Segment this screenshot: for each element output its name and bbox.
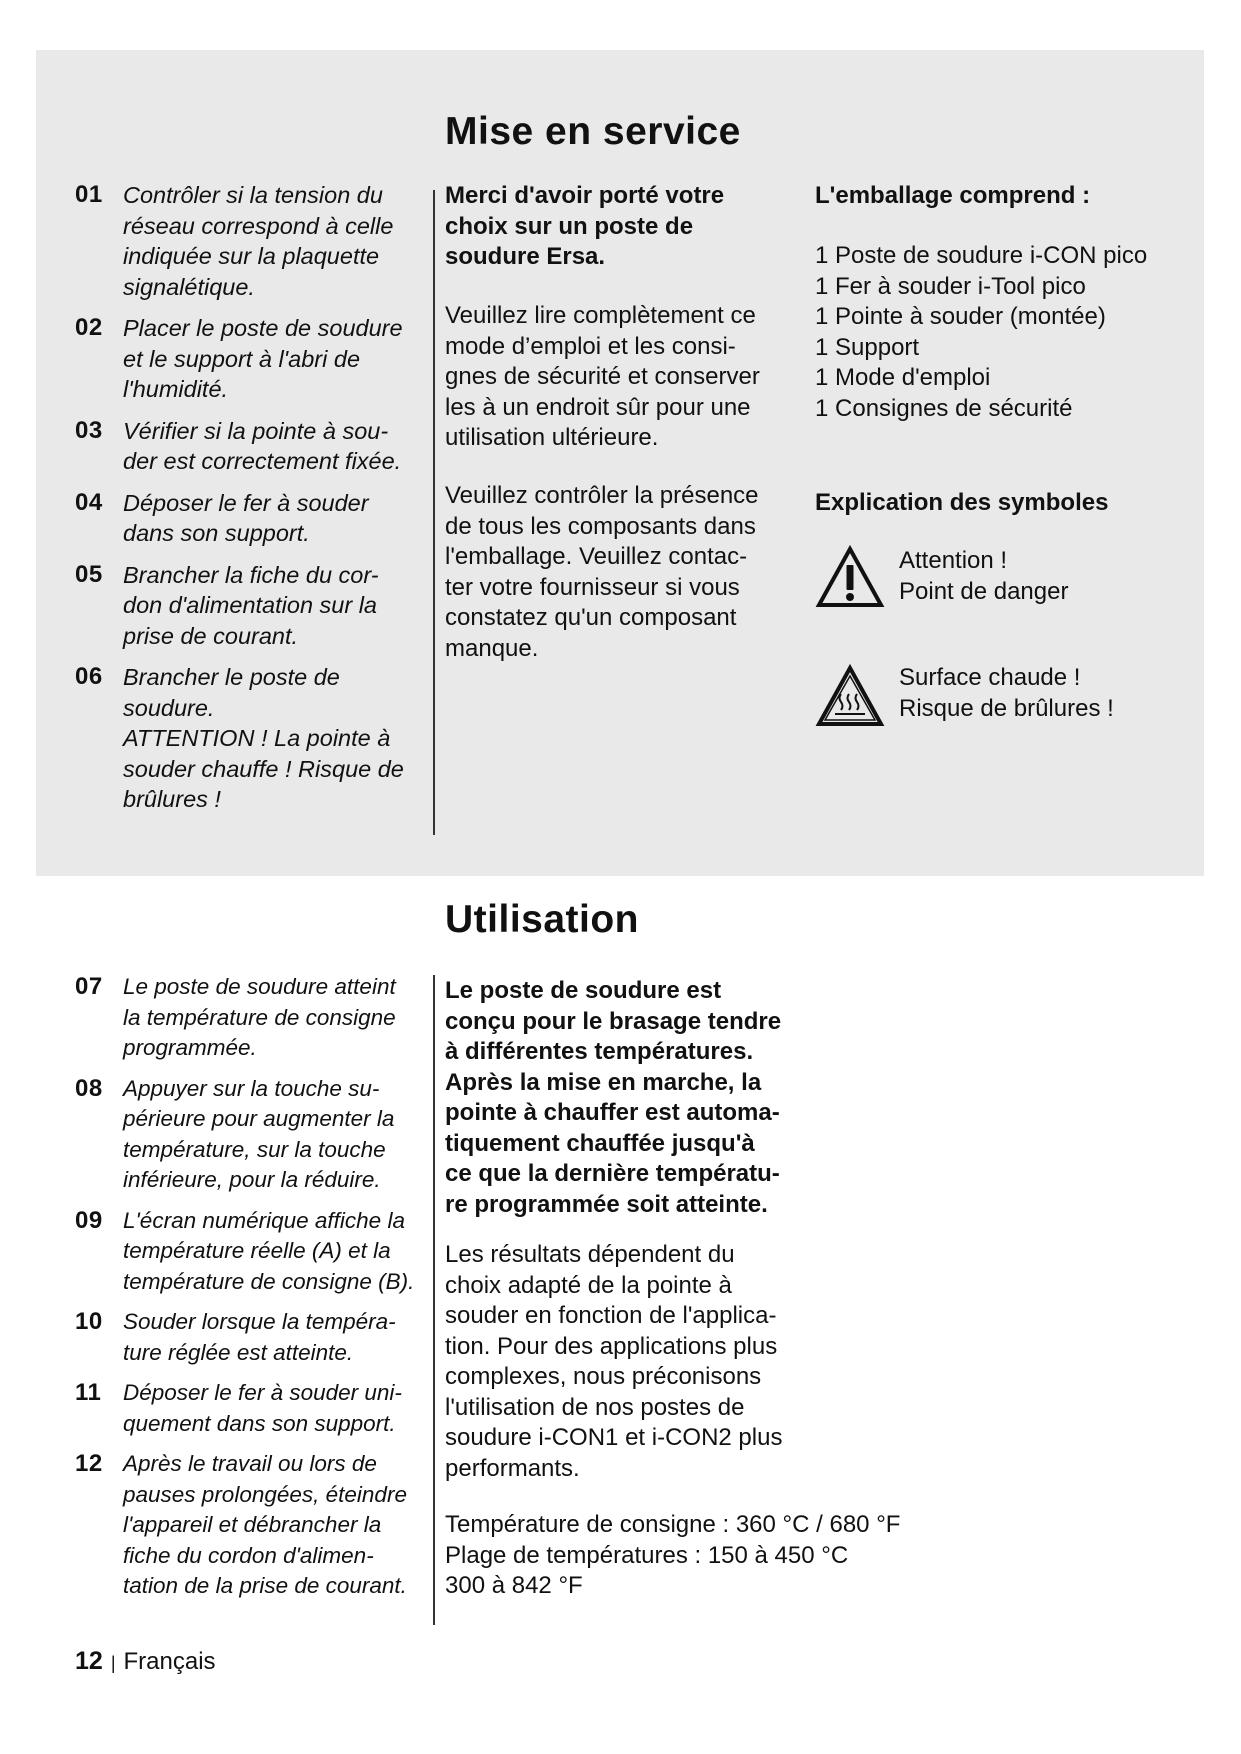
footer-separator: | [110, 1653, 116, 1673]
packaging-item: 1 Consignes de sécurité [815, 394, 1073, 422]
paragraph-read-manual: Veuillez lire complètement ce mode d’emploi et les consi- gnes de sécurité et conserver les à un endroit sûr pour une utilisation ultérieure. [445, 302, 760, 451]
step-number: 09 [75, 1206, 103, 1234]
step-text: Brancher le poste de soudure. ATTENTION ! La pointe à souder chauffe ! Risque de brûlures ! [123, 664, 404, 812]
page-footer [75, 1647, 216, 1676]
step-text: Souder lorsque la tempéra- ture réglée est atteinte. [123, 1309, 396, 1365]
symbol-description: Point de danger [899, 578, 1069, 605]
intro-usage: Le poste de soudure est conçu pour le brasage tendre à différentes températures. Après la mise en marche, la pointe à chauffer est automa- tiquement chauffée jusqu'à ce que la dernière températu- re programmée soit atteinte. [445, 977, 782, 1218]
page-number: 12 [75, 1647, 103, 1675]
step-item [75, 1449, 425, 1602]
step-number: 12 [75, 1450, 103, 1477]
column-divider [433, 975, 435, 1625]
step-text: Déposer le fer à souder dans son support. [123, 489, 369, 546]
step-text: Brancher la fiche du cor- don d'alimentation sur la prise de courant. [123, 561, 379, 649]
step-text: L'écran numérique affiche la température réelle (A) et la température de consigne (B). [123, 1207, 415, 1294]
section-title-mise-en-service: Mise en service [445, 110, 741, 153]
packaging-item: 1 Mode d'emploi [815, 364, 991, 391]
step-text: Le poste de soudure atteint la température de consigne programmée. [123, 974, 396, 1060]
step-number: 03 [75, 416, 103, 444]
spec-setpoint: Température de consigne : 360 °C / 680 °F [445, 1511, 901, 1538]
step-text: Appuyer sur la touche su- périeure pour augmenter la température, sur la touche inférieure, pour la réduire. [123, 1075, 395, 1192]
paragraph-results: Les résultats dépendent du choix adapté de la pointe à souder en fonction de l'applica- tion. Pour des applications plus complexes, nous préconisons l'utilisation de nos postes de soudure i-CON1 et i-CON2 plus performants. [445, 1241, 783, 1482]
hot-surface-icon [815, 664, 885, 728]
intro-thanks: Merci d'avoir porté votre choix sur un poste de soudure Ersa. [445, 182, 725, 270]
step-item [75, 1206, 425, 1298]
step-text: Après le travail ou lors de pauses prolongées, éteindre l'appareil et débrancher la fiche du cordon d'alimen- tation de la prise de courant. [123, 1451, 407, 1598]
step-item [75, 560, 425, 652]
footer-language: Français [123, 1648, 216, 1675]
step-item [75, 488, 425, 549]
step-number: 04 [75, 488, 103, 516]
symbols-title: Explication des symboles [815, 489, 1109, 516]
symbol-label: Surface chaude ! [899, 664, 1081, 691]
step-number: 05 [75, 560, 103, 588]
step-text: Placer le poste de soudure et le support à l'abri de l'humidité. [123, 315, 403, 402]
step-item [75, 180, 425, 302]
step-item [75, 313, 425, 405]
step-item [75, 416, 425, 477]
step-item [75, 662, 425, 815]
step-number: 06 [75, 663, 103, 690]
packaging-list [815, 241, 1147, 424]
symbol-hot-surface-text [899, 662, 1114, 724]
packaging-item: 1 Support [815, 333, 920, 361]
step-text: Vérifier si la pointe à sou- der est correctement fixée. [123, 417, 402, 474]
symbol-description: Risque de brûlures ! [899, 695, 1114, 722]
packaging-item: 1 Poste de soudure i-CON pico [815, 242, 1148, 269]
symbol-hot-surface [815, 664, 1114, 728]
spec-range-fahrenheit: 300 à 842 °F [445, 1572, 583, 1599]
step-text: Contrôler si la tension du réseau correspond à celle indiquée sur la plaquette signalétique. [123, 182, 394, 300]
mise-en-service-steps [75, 180, 425, 815]
step-number: 07 [75, 973, 103, 1000]
step-number: 08 [75, 1074, 103, 1102]
step-number: 11 [75, 1379, 102, 1406]
step-item [75, 972, 425, 1064]
step-item [75, 1378, 425, 1439]
utilisation-steps [75, 972, 425, 1602]
spec-range: Plage de températures : 150 à 450 °C [445, 1542, 849, 1569]
packaging-item: 1 Pointe à souder (montée) [815, 303, 1106, 330]
column-divider [433, 190, 435, 835]
step-item [75, 1307, 425, 1368]
symbol-attention-text [899, 545, 1068, 607]
step-text: Déposer le fer à souder uni- quement dans son support. [123, 1380, 402, 1436]
section-title-utilisation: Utilisation [445, 898, 640, 941]
symbol-attention [815, 545, 1068, 609]
paragraph-check-contents: Veuillez contrôler la présence de tous les composants dans l'emballage. Veuillez contac- ter votre fournisseur si vous constatez qu'un composant manque. [445, 482, 759, 662]
packaging-title: L'emballage comprend : [815, 182, 1091, 209]
step-number: 10 [75, 1308, 103, 1335]
packaging-item: 1 Fer à souder i-Tool pico [815, 272, 1086, 300]
warning-icon [815, 545, 885, 609]
symbol-label: Attention ! [899, 547, 1008, 574]
step-number: 02 [75, 314, 103, 341]
step-item [75, 1074, 425, 1196]
step-number: 01 [75, 181, 103, 208]
